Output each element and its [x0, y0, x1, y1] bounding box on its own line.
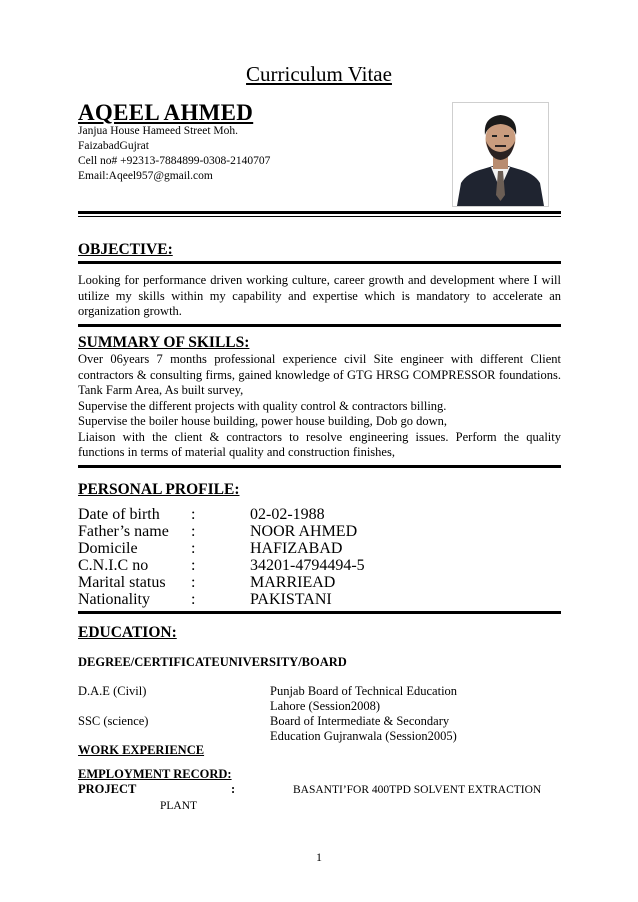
profile-value: MARRIEAD	[250, 574, 336, 591]
profile-colon: :	[191, 523, 196, 540]
profile-row-domicile	[78, 540, 561, 557]
profile-value: 34201-4794494-5	[250, 557, 365, 574]
profile-value: PAKISTANI	[250, 591, 332, 608]
skills-list	[78, 352, 561, 461]
header-divider-thick	[78, 211, 561, 214]
objective-text: Looking for performance driven working culture, career growth and development where I will utilize my skills within my capability and expertise which is mandatory to accelerate an organization growth.	[78, 273, 561, 318]
work-experience-heading: WORK EXPERIENCE	[78, 743, 205, 757]
education-subheading: DEGREE/CERTIFICATEUNIVERSITY/BOARD	[78, 655, 347, 669]
objective-divider	[78, 261, 561, 264]
objective-heading: OBJECTIVE:	[78, 241, 173, 258]
project-colon: :	[231, 782, 236, 796]
education-heading: EDUCATION:	[78, 624, 177, 641]
profile-colon: :	[191, 591, 196, 608]
profile-row-dob	[78, 506, 561, 523]
education-board-line: Punjab Board of Technical Education	[270, 684, 458, 698]
profile-label: Date of birth	[78, 506, 160, 523]
project-label: PROJECT	[78, 782, 137, 796]
project-value: BASANTI’FOR 400TPD SOLVENT EXTRACTION	[293, 784, 542, 796]
profile-row-father	[78, 523, 561, 540]
skills-item: Supervise the boiler house building, power house building, Dob go down,	[78, 414, 448, 428]
profile-label: Father’s name	[78, 523, 169, 540]
profile-label: Nationality	[78, 591, 150, 608]
header-divider-thin	[78, 216, 561, 217]
profile-colon: :	[191, 506, 196, 523]
skills-item: Over 06years 7 months professional experience civil Site engineer with different Client contractors & consulting firms, gained knowledge of GTG HRSG COMPRESSOR foundations. Tank Farm Area, As built survey,	[78, 352, 561, 397]
skills-heading: SUMMARY OF SKILLS:	[78, 334, 250, 351]
education-board-line: Lahore (Session2008)	[270, 699, 381, 713]
employment-record-heading: EMPLOYMENT RECORD:	[78, 767, 232, 781]
profile-colon: :	[191, 557, 196, 574]
address-line-1: Janjua House Hameed Street Moh.	[78, 125, 239, 137]
address-line-2: FaizabadGujrat	[78, 140, 149, 152]
candidate-name: AQEEL AHMED	[78, 100, 254, 125]
education-board	[270, 714, 457, 744]
profile-row-cnic	[78, 557, 561, 574]
skills-item: Supervise the different projects with quality control & contractors billing.	[78, 398, 447, 413]
profile-divider	[78, 611, 561, 614]
profile-row-marital	[78, 574, 561, 591]
profile-photo-icon	[453, 103, 548, 206]
document-title: Curriculum Vitae	[246, 62, 392, 86]
page-number: 1	[316, 850, 322, 864]
phone-number: Cell no# +92313-7884899-0308-2140707	[78, 155, 271, 167]
profile-colon: :	[191, 540, 196, 557]
profile-value: 02-02-1988	[250, 506, 325, 523]
skills-divider-bottom	[78, 465, 561, 468]
profile-row-nationality	[78, 591, 561, 608]
profile-photo	[452, 102, 549, 207]
education-board-line: Education Gujranwala (Session2005)	[270, 729, 457, 743]
contact-block	[78, 124, 270, 184]
profile-label: Marital status	[78, 574, 166, 591]
education-board	[270, 684, 457, 714]
education-board-line: Board of Intermediate & Secondary	[270, 714, 450, 728]
profile-colon: :	[191, 574, 196, 591]
profile-label: Domicile	[78, 540, 138, 557]
project-value-continued: PLANT	[160, 800, 198, 812]
skills-item: Liaison with the client & contractors to resolve engineering issues. Perform the quality functions in terms of material quality and construction finishes,	[78, 429, 561, 459]
education-degree: D.A.E (Civil)	[78, 684, 147, 698]
email-address: Email:Aqeel957@gmail.com	[78, 170, 213, 182]
profile-value: NOOR AHMED	[250, 523, 358, 540]
profile-value: HAFIZABAD	[250, 540, 343, 557]
profile-label: C.N.I.C no	[78, 557, 149, 574]
skills-divider-top	[78, 324, 561, 327]
education-degree: SSC (science)	[78, 714, 149, 728]
personal-profile-heading: PERSONAL PROFILE:	[78, 481, 240, 498]
